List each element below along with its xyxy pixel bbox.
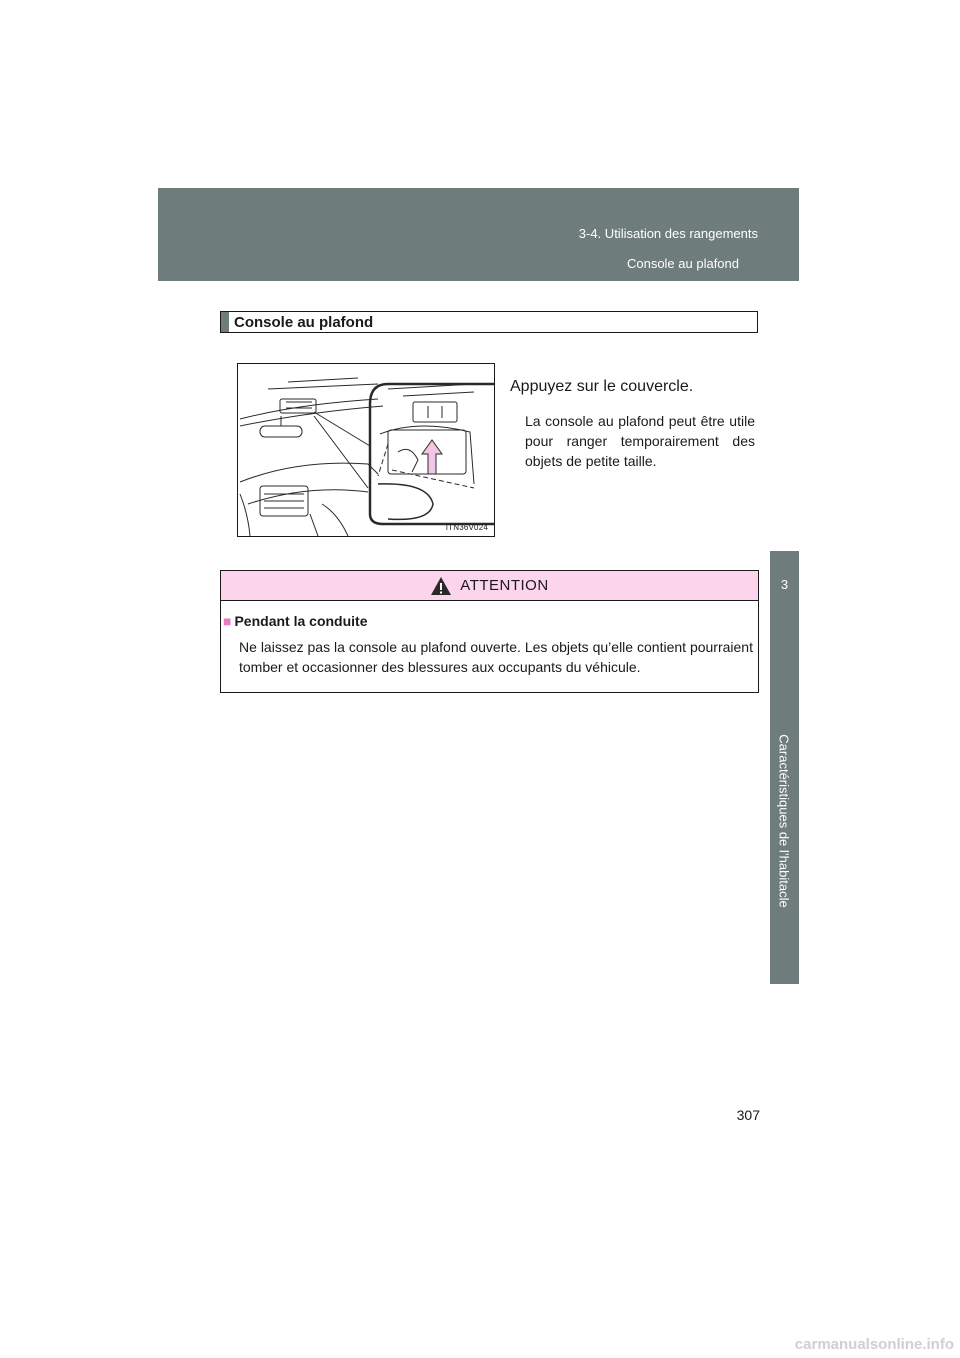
warning-triangle-icon (430, 576, 452, 596)
pink-square-bullet-icon: ■ (223, 613, 232, 629)
caution-text: Ne laissez pas la console au plafond ouverte. Les objets qu’elle contient pourraient tomber et occasionner des blessures aux occupants du véhicule. (239, 639, 753, 675)
header-section-title: 3-4. Utilisation des rangements (578, 226, 758, 241)
instruction-main: Appuyez sur le couvercle. (510, 378, 694, 395)
watermark: carmanualsonline.info (794, 1336, 954, 1353)
instruction-note: La console au plafond peut être utile pour ranger temporairement des objets de petite taille. (525, 413, 755, 469)
caution-topic-text: Pendant la conduite (234, 613, 368, 629)
overhead-console-illustration (237, 363, 495, 537)
header-subsection-title: Console au plafond (626, 256, 739, 271)
figure-code: ITN36V024 (445, 523, 488, 532)
caution-label: ATTENTION (460, 577, 549, 594)
chapter-title: Caractéristiques de l’habitacle (776, 734, 792, 908)
section-title-text: Console au plafond (234, 313, 374, 331)
section-title (220, 311, 758, 333)
chapter-number: 3 (780, 577, 789, 592)
header-band (158, 188, 799, 281)
caution-topic (223, 613, 367, 629)
caution-header (221, 571, 758, 601)
page-number: 307 (736, 1107, 760, 1123)
chapter-side-tab (770, 551, 799, 984)
overhead-console-drawing (238, 364, 494, 536)
caution-box (220, 570, 759, 693)
section-title-bar (221, 312, 229, 332)
